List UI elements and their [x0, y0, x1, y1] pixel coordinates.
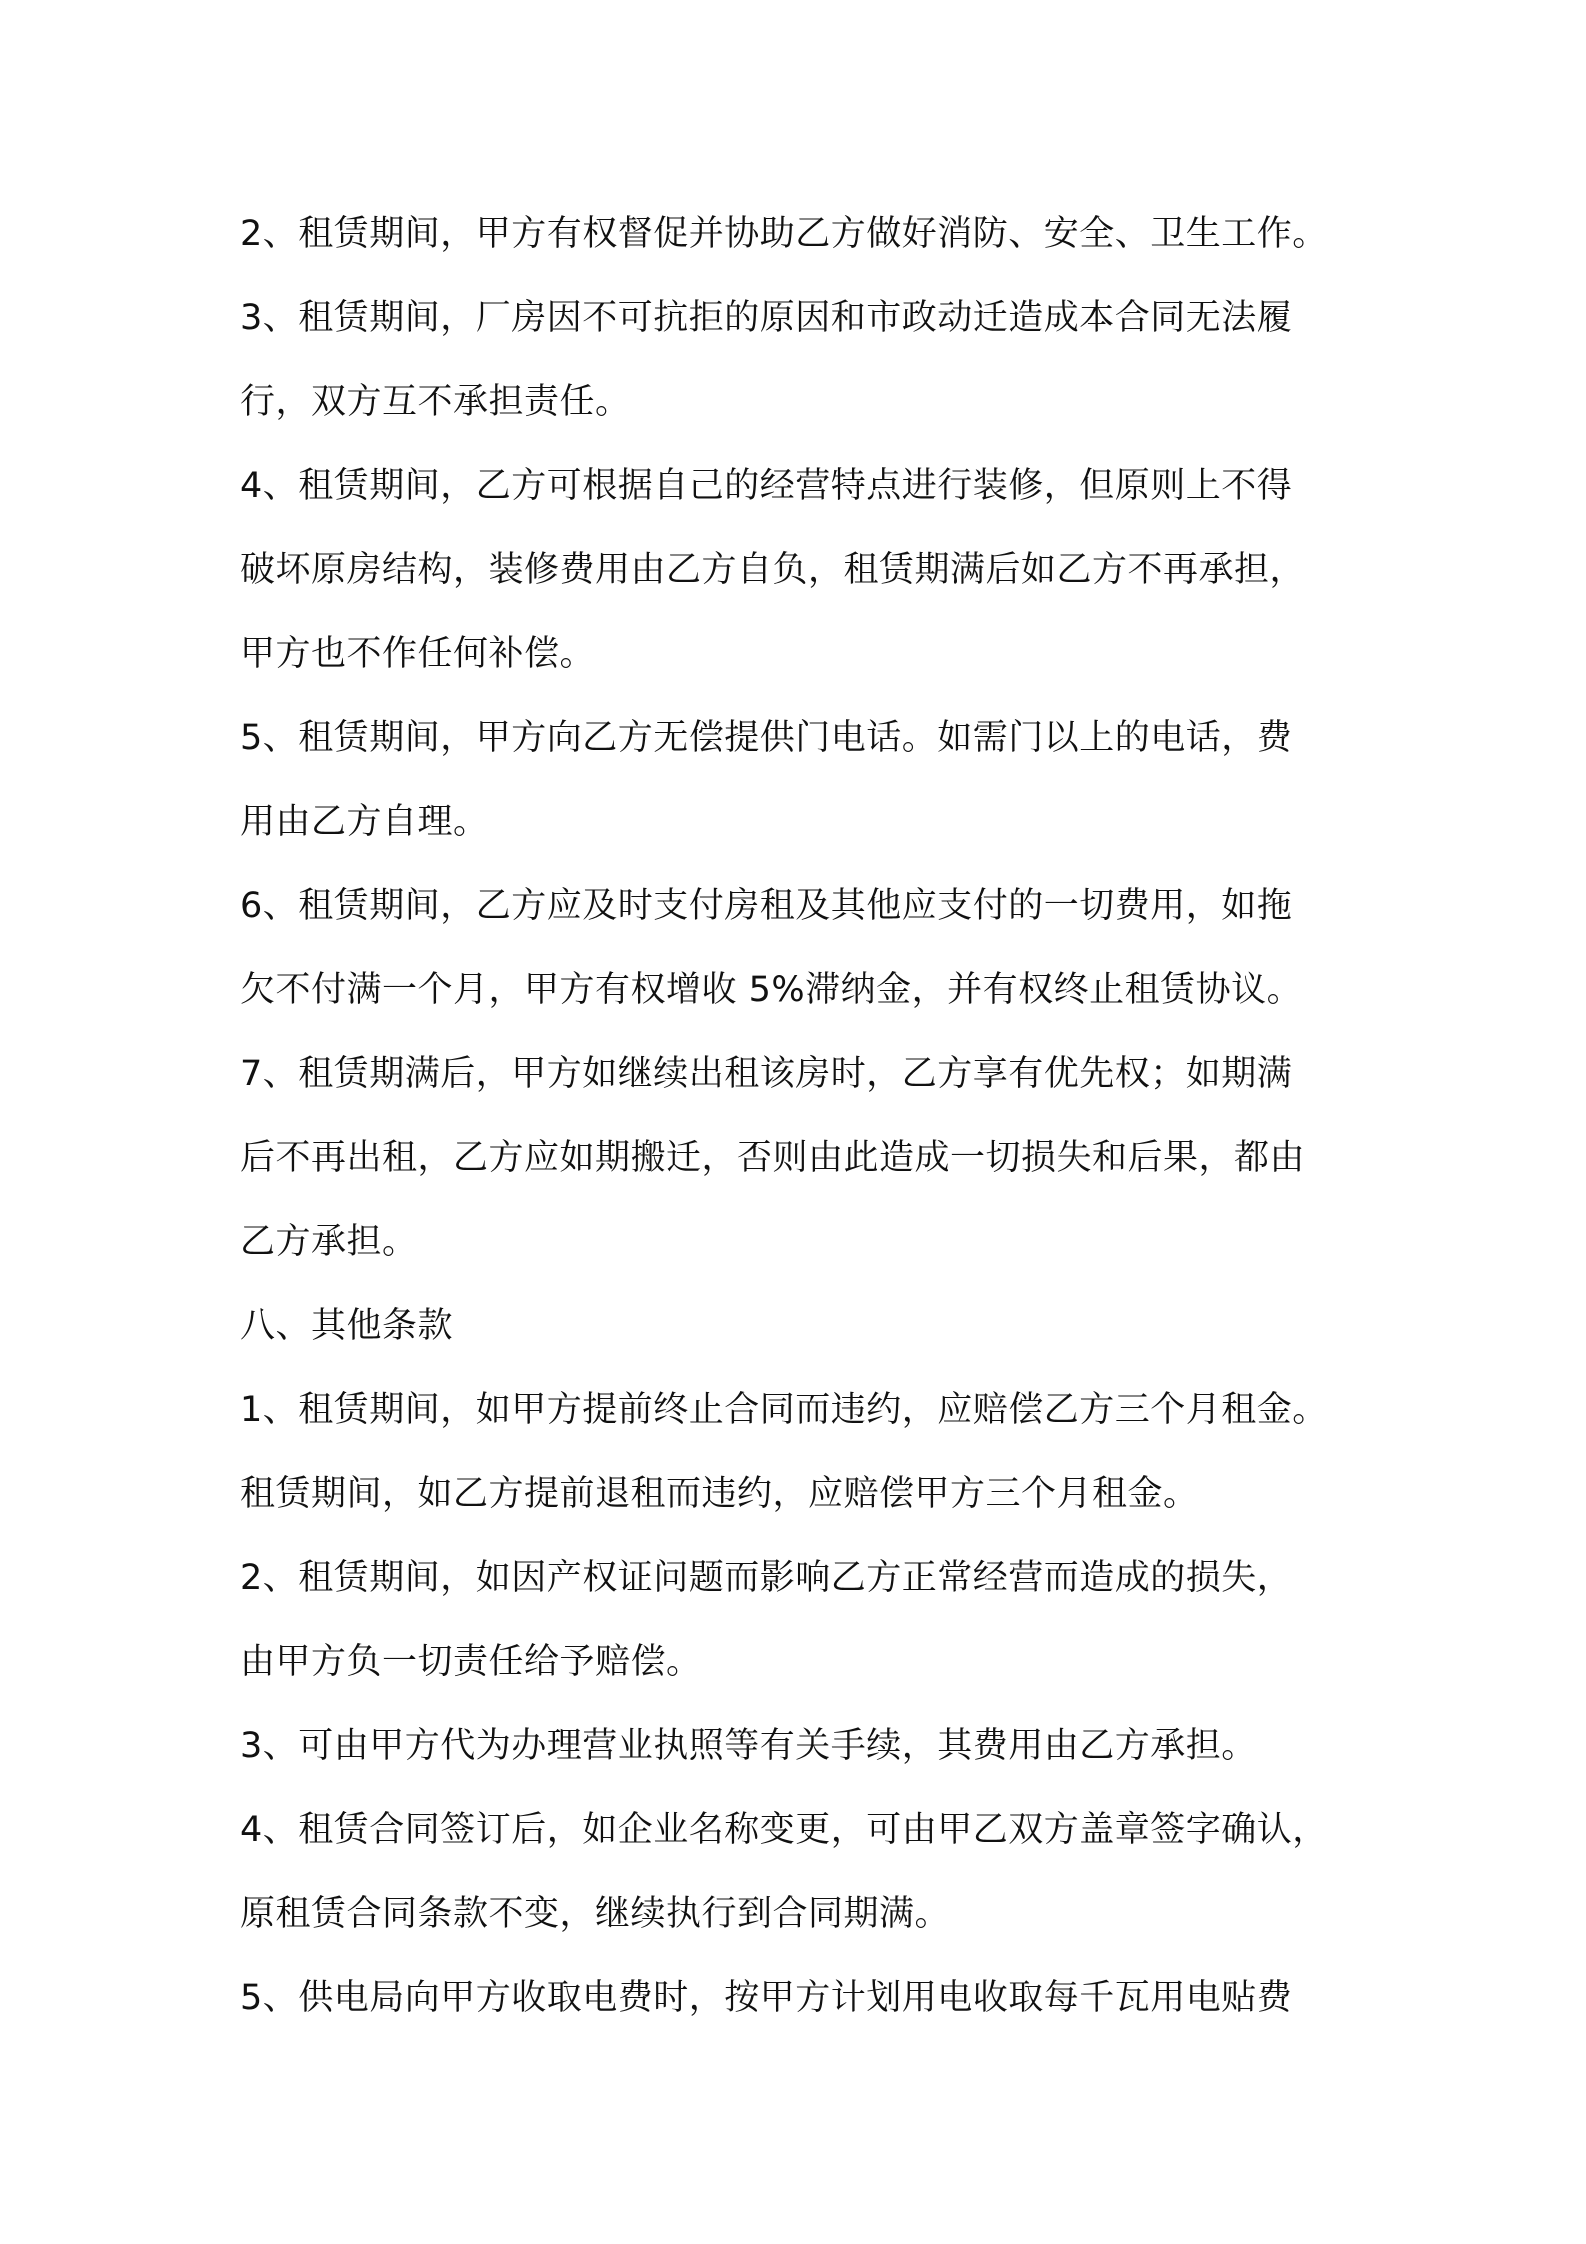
text-line: 5、租赁期间，甲方向乙方无偿提供门电话。如需门以上的电话，费	[240, 718, 1293, 758]
text-line: 欠不付满一个月，甲方有权增收 5%滞纳金，并有权终止租赁协议。	[240, 970, 1303, 1010]
text-line: 3、可由甲方代为办理营业执照等有关手续，其费用由乙方承担。	[240, 1726, 1257, 1766]
text-line: 行，双方互不承担责任。	[240, 382, 631, 422]
text-line: 2、租赁期间，甲方有权督促并协助乙方做好消防、安全、卫生工作。	[240, 214, 1328, 254]
text-line: 3、租赁期间，厂房因不可抗拒的原因和市政动迁造成本合同无法履	[240, 298, 1293, 338]
text-line: 6、租赁期间，乙方应及时支付房租及其他应支付的一切费用，如拖	[240, 886, 1293, 926]
text-line: 用由乙方自理。	[240, 802, 489, 842]
text-line: 乙方承担。	[240, 1222, 418, 1262]
text-line: 1、租赁期间，如甲方提前终止合同而违约，应赔偿乙方三个月租金。	[240, 1390, 1328, 1430]
text-line: 2、租赁期间，如因产权证问题而影响乙方正常经营而造成的损失，	[240, 1558, 1293, 1598]
text-line: 5、供电局向甲方收取电费时，按甲方计划用电收取每千瓦用电贴费	[240, 1978, 1293, 2018]
text-line: 甲方也不作任何补偿。	[240, 634, 596, 674]
text-line: 由甲方负一切责任给予赔偿。	[240, 1642, 702, 1682]
text-line: 4、租赁合同签订后，如企业名称变更，可由甲乙双方盖章签字确认，	[240, 1810, 1328, 1850]
document-body	[240, 192, 1370, 2040]
text-line: 租赁期间，如乙方提前退租而违约，应赔偿甲方三个月租金。	[240, 1474, 1199, 1514]
text-line: 原租赁合同条款不变，继续执行到合同期满。	[240, 1894, 951, 1934]
text-line: 7、租赁期满后，甲方如继续出租该房时，乙方享有优先权；如期满	[240, 1054, 1293, 1094]
text-line: 4、租赁期间，乙方可根据自己的经营特点进行装修，但原则上不得	[240, 466, 1293, 506]
text-line: 破坏原房结构，装修费用由乙方自负，租赁期满后如乙方不再承担，	[240, 550, 1306, 590]
text-line: 后不再出租，乙方应如期搬迁，否则由此造成一切损失和后果，都由	[240, 1138, 1306, 1178]
section-heading: 八、其他条款	[240, 1306, 454, 1346]
